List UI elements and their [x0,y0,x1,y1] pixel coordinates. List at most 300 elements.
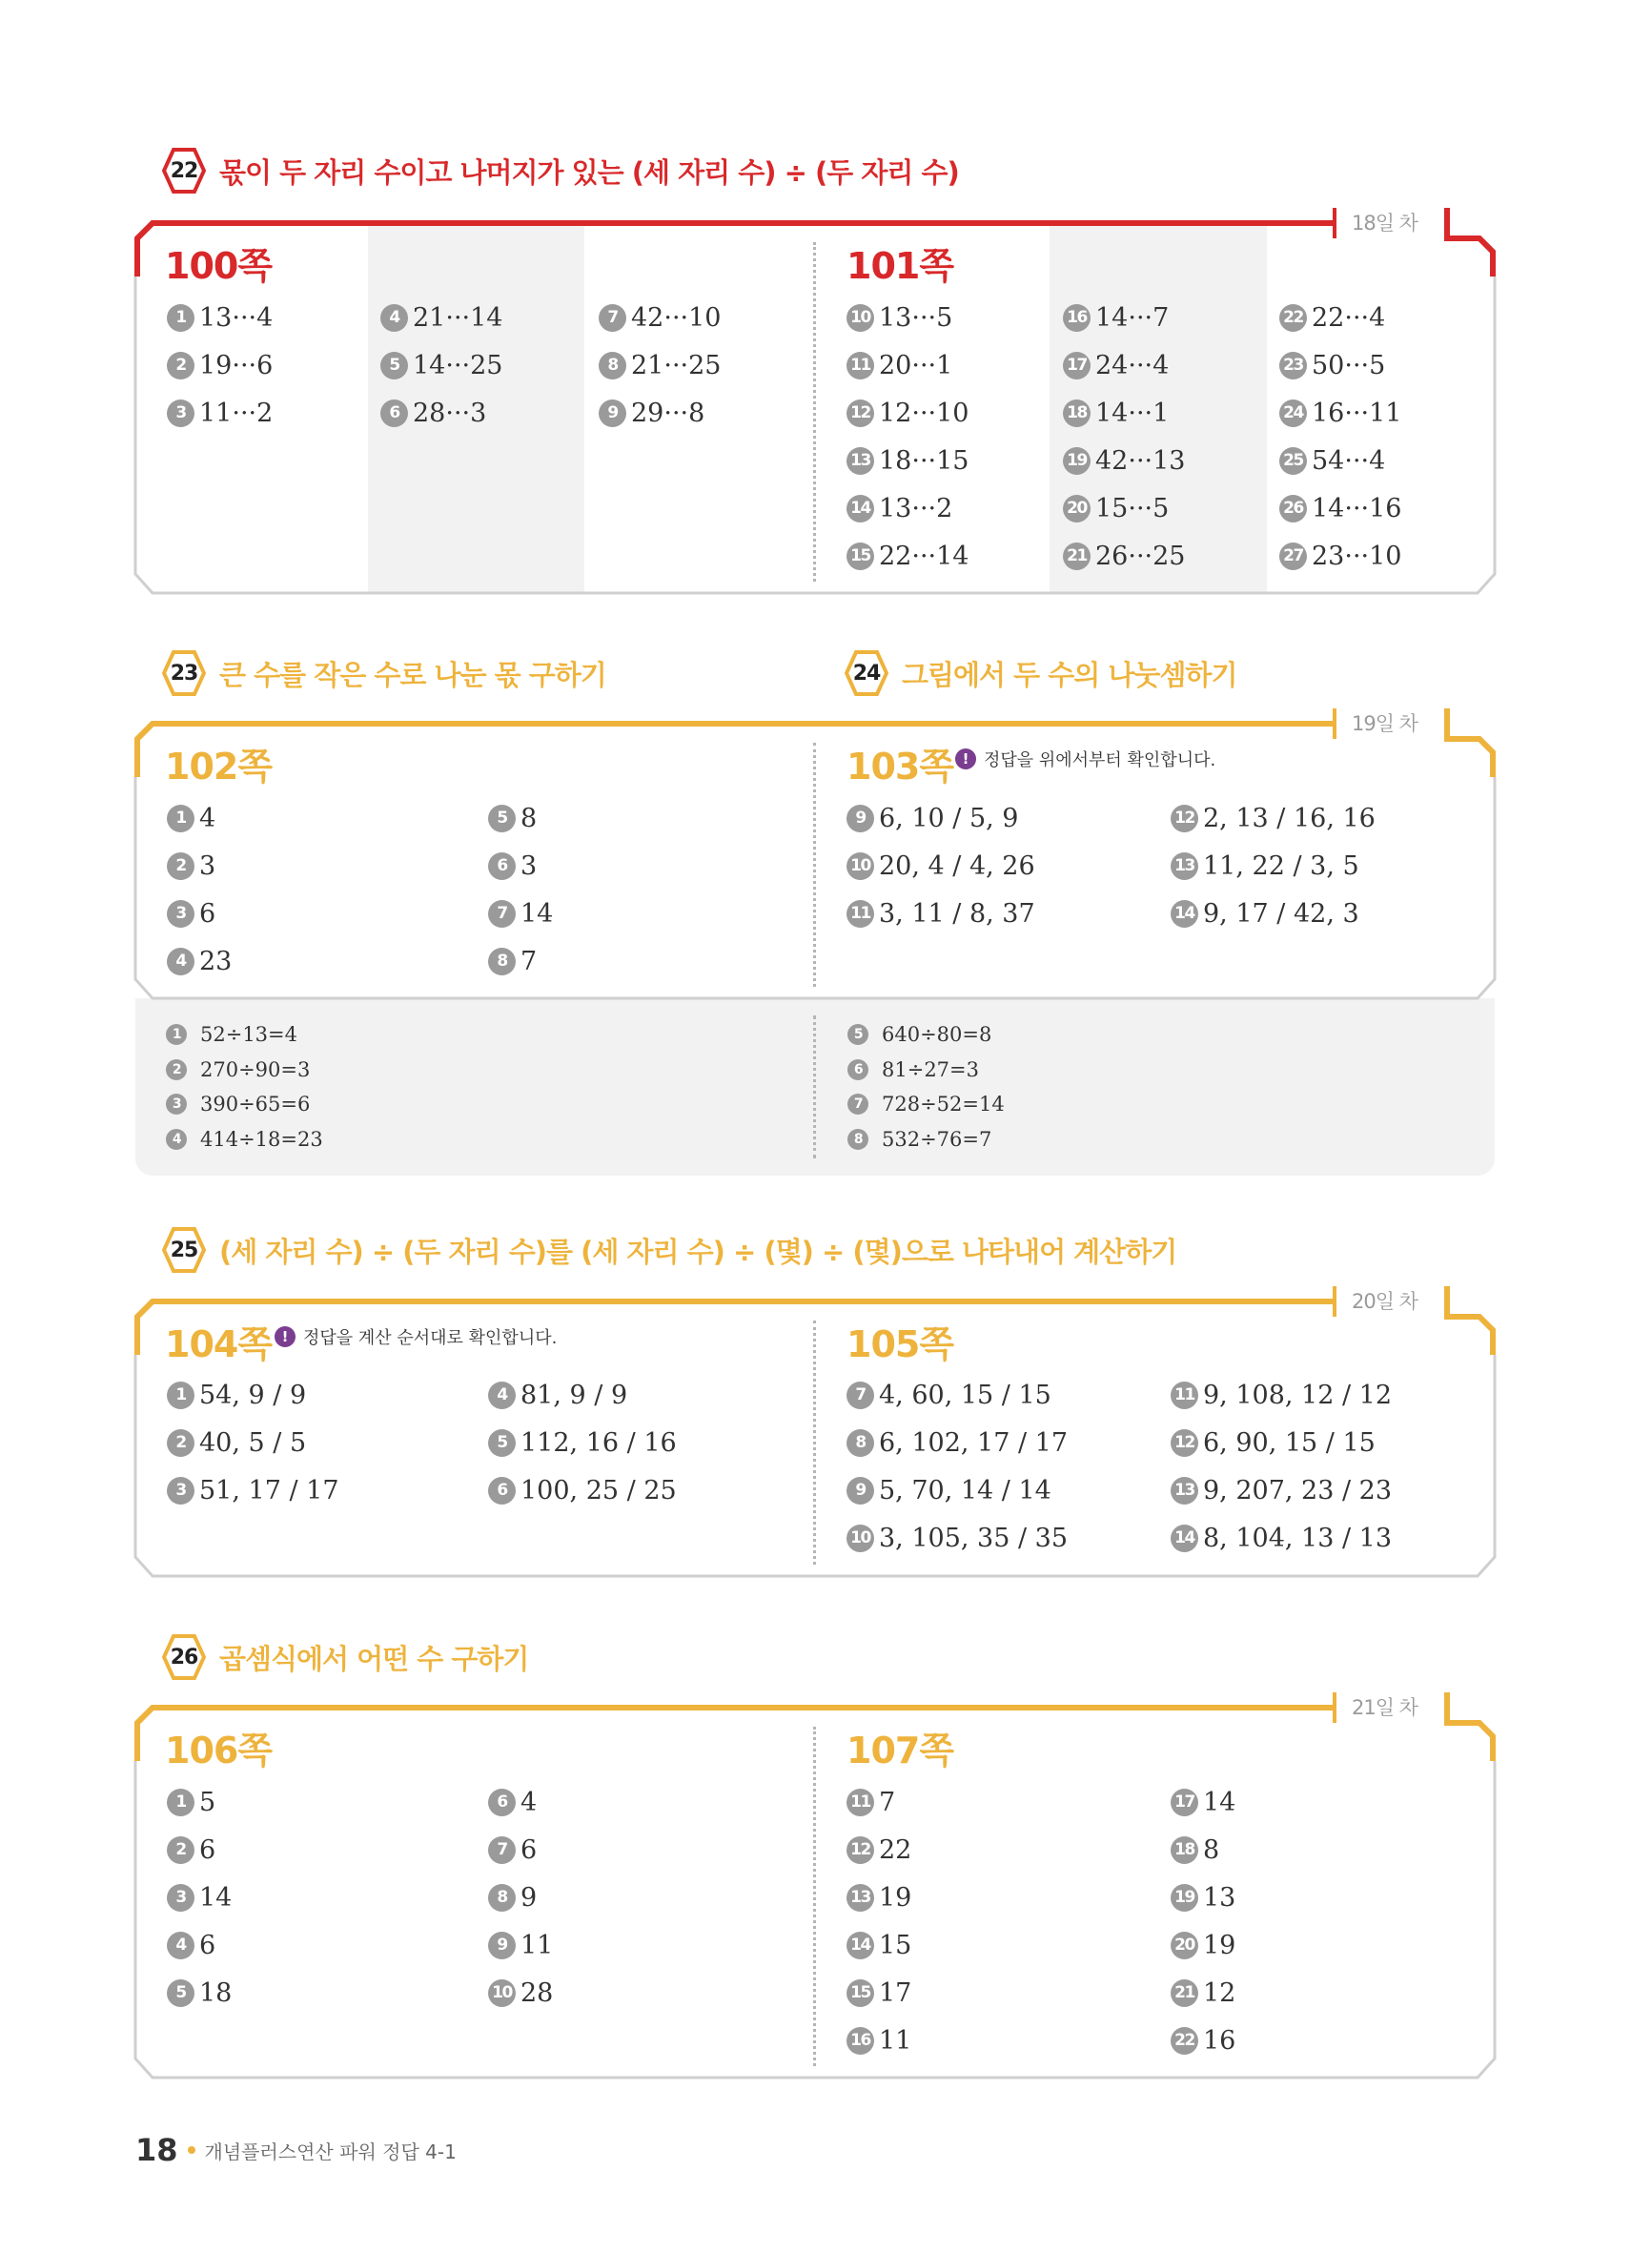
answer-text: 6, 90, 15 / 15 [1203,1427,1376,1458]
item-number-badge: 4 [380,304,408,332]
item-number-badge: 14 [846,1932,874,1959]
item-number-badge: 3 [167,1884,194,1912]
answer-item [488,1419,677,1466]
answer-text: 5 [199,1787,216,1817]
answer-text: 16 [1203,2025,1236,2056]
answer-column [846,294,969,580]
item-number-badge: 8 [846,1429,874,1457]
answer-box-23-24 [133,701,1497,1176]
section-23-title [162,648,606,698]
answer-column [846,794,1035,937]
answer-text: 28···3 [413,398,487,428]
answer-item [488,1969,553,2017]
item-number-badge: 10 [846,304,874,332]
item-number-badge: 7 [488,900,516,928]
answer-item [1171,1921,1235,1969]
equation-column [847,1017,1005,1157]
answer-item [1063,484,1185,532]
answer-text: 14···1 [1095,398,1170,428]
answer-text: 11 [879,2025,912,2056]
item-number-badge: 8 [488,1884,516,1912]
answer-item [846,890,1035,937]
item-number-badge: 7 [488,1836,516,1864]
answer-text: 9 [520,1882,538,1913]
answer-text: 6, 102, 17 / 17 [879,1427,1069,1458]
page-label-106: 106쪽 [165,1730,273,1772]
answer-item [846,2017,911,2064]
answer-item [846,1371,1068,1419]
answer-text: 19 [1203,1930,1236,1960]
equation-text: 81÷27=3 [882,1057,979,1081]
answer-text: 4 [520,1787,538,1817]
answer-item [846,1778,911,1826]
item-number-badge: 12 [1171,805,1198,832]
item-number-badge: 1 [167,304,194,332]
answer-text: 16···11 [1312,398,1402,428]
answer-item [846,842,1035,890]
answer-item [488,842,553,890]
item-number-badge: 2 [167,852,194,880]
answer-item [846,1874,911,1921]
answer-item [1171,1874,1235,1921]
answer-item [380,389,502,437]
item-number-badge: 14 [846,495,874,522]
equation-item [847,1053,1005,1088]
answer-item [599,389,721,437]
answer-item [167,389,273,437]
answer-text: 8 [1203,1834,1220,1865]
answer-item [1279,484,1401,532]
answer-text: 6 [199,1930,216,1960]
answer-text: 50···5 [1312,350,1386,380]
equation-text: 532÷76=7 [882,1127,992,1151]
answer-box-26 [133,1685,1497,2085]
answer-column [1171,1778,1235,2064]
answer-text: 7 [879,1787,896,1817]
item-number-badge: 22 [1171,2027,1198,2055]
section-26-title [162,1632,528,1682]
item-number-badge: 18 [1063,399,1091,427]
answer-item [846,1969,911,2017]
item-number-badge: 1 [166,1024,187,1045]
answer-text: 14 [520,898,554,929]
item-number-badge: 13 [1171,852,1198,880]
answer-text: 13···4 [199,302,274,333]
answer-item [1171,1419,1392,1466]
item-number-badge: 13 [846,1884,874,1912]
answer-order-note [275,1324,557,1349]
answer-item [488,937,553,985]
page-footer [135,2132,457,2168]
item-number-badge: 16 [846,2027,874,2055]
answer-text: 11, 22 / 3, 5 [1203,850,1359,881]
answer-item [1279,389,1401,437]
item-number-badge: 7 [847,1094,868,1115]
answer-text: 15 [879,1930,912,1960]
page-label-101: 101쪽 [846,245,954,287]
item-number-badge: 4 [488,1382,516,1409]
answer-item [167,1778,232,1826]
page-divider [813,1727,816,2066]
answer-item [167,842,232,890]
equation-item [166,1053,323,1088]
answer-text: 54···4 [1312,445,1386,476]
equation-item [847,1122,1005,1157]
answer-text: 12 [1203,1977,1236,2008]
footer-dot [188,2146,195,2154]
answer-text: 19 [879,1882,912,1913]
answer-text: 13 [1203,1882,1236,1913]
answer-text: 9, 17 / 42, 3 [1203,898,1359,929]
answer-text: 14 [199,1882,233,1913]
answer-box-22 [133,200,1497,601]
answer-text: 22···4 [1312,302,1386,333]
page-number: 18 [135,2132,178,2168]
answer-text: 51, 17 / 17 [199,1475,339,1505]
answer-text: 13···5 [879,302,953,333]
answer-text: 26···25 [1095,541,1186,571]
item-number-badge: 5 [167,1979,194,2007]
book-title: 개념플러스연산 파워 정답 4-1 [204,2140,457,2163]
item-number-badge: 4 [167,1932,194,1959]
answer-text: 4, 60, 15 / 15 [879,1380,1051,1410]
answer-column [167,794,232,985]
answer-item [488,1466,677,1514]
page-divider [813,1321,816,1565]
answer-text: 18 [199,1977,233,2008]
answer-item [1063,437,1185,484]
day-label: 19일 차 [1346,708,1423,737]
answer-item [167,1466,339,1514]
page-divider [813,743,816,987]
answer-item [167,1826,232,1874]
answer-text: 42···10 [631,302,722,333]
answer-text: 6 [199,898,216,929]
answer-column [1279,294,1401,580]
item-number-badge: 22 [1279,304,1307,332]
answer-item [1171,1514,1392,1562]
answer-item [1171,794,1376,842]
note-text: 정답을 계산 순서대로 확인합니다. [303,1328,558,1348]
equation-text: 390÷65=6 [200,1093,311,1116]
item-number-badge: 4 [167,948,194,975]
answer-item [167,937,232,985]
answer-text: 17 [879,1977,912,2008]
answer-text: 13···2 [879,493,953,523]
answer-item [846,437,969,484]
item-number-badge: 15 [846,543,874,570]
answer-item [167,890,232,937]
answer-item [599,341,721,389]
answer-column [167,1371,339,1514]
answer-text: 2, 13 / 16, 16 [1203,803,1376,833]
item-number-badge: 12 [1171,1429,1198,1457]
item-number-badge: 9 [846,805,874,832]
section-22-title [162,146,959,195]
answer-item [1279,532,1401,580]
item-number-badge: 6 [488,1789,516,1816]
answer-item [1063,294,1185,341]
answer-item [846,1826,911,1874]
item-number-badge: 5 [488,1429,516,1457]
answer-item [488,1371,677,1419]
item-number-badge: 4 [166,1129,187,1150]
answer-item [846,389,969,437]
answer-item [167,294,273,341]
answer-item [1171,890,1376,937]
answer-item [846,1419,1068,1466]
answer-text: 29···8 [631,398,705,428]
answer-text: 14···7 [1095,302,1170,333]
equation-text: 728÷52=14 [882,1093,1005,1116]
answer-column [599,294,721,437]
answer-text: 7 [520,946,538,976]
page-label-102: 102쪽 [165,746,273,788]
item-number-badge: 6 [380,399,408,427]
answer-item [846,532,969,580]
answer-column [167,1778,232,2017]
answer-item [380,341,502,389]
answer-text: 11 [520,1930,554,1960]
item-number-badge: 2 [167,1429,194,1457]
answer-item [1279,341,1401,389]
item-number-badge: 11 [846,1789,874,1816]
item-number-badge: 9 [846,1477,874,1505]
item-number-badge: 20 [1171,1932,1198,1959]
item-number-badge: 7 [846,1382,874,1409]
item-number-badge: 13 [1171,1477,1198,1505]
page-label-104: 104쪽 [165,1323,273,1365]
item-number-badge: 11 [846,900,874,928]
equation-text: 270÷90=3 [200,1057,311,1081]
item-number-badge: 11 [846,352,874,379]
item-number-badge: 10 [846,852,874,880]
answer-column [846,1371,1068,1562]
answer-item [488,794,553,842]
item-number-badge: 5 [488,805,516,832]
item-number-badge: 19 [1171,1884,1198,1912]
answer-item [1063,389,1185,437]
answer-text: 40, 5 / 5 [199,1427,307,1458]
section-number-badge: 26 [162,1634,206,1680]
equation-item [166,1087,323,1122]
equation-item [166,1017,323,1053]
equation-text: 52÷13=4 [200,1023,297,1047]
item-number-badge: 1 [167,1789,194,1816]
answer-text: 21···25 [631,350,722,380]
answer-text: 20···1 [879,350,953,380]
item-number-badge: 6 [488,852,516,880]
answer-item [167,794,232,842]
answer-item [846,1514,1068,1562]
answer-text: 6, 10 / 5, 9 [879,803,1019,833]
section-number-badge: 23 [162,650,206,696]
answer-item [1279,437,1401,484]
item-number-badge: 16 [1063,304,1091,332]
item-number-badge: 12 [846,1836,874,1864]
answer-text: 14 [1203,1787,1236,1817]
section-title-text: 곱셈식에서 어떤 수 구하기 [219,1642,529,1675]
equation-item [847,1087,1005,1122]
section-title-text: 몫이 두 자리 수이고 나머지가 있는 (세 자리 수) ÷ (두 자리 수) [219,155,959,189]
answer-text: 21···14 [413,302,503,333]
item-number-badge: 1 [167,805,194,832]
answer-item [380,294,502,341]
item-number-badge: 17 [1171,1789,1198,1816]
day-label: 18일 차 [1346,208,1423,236]
section-number-badge: 22 [162,148,206,194]
section-title-text: 큰 수를 작은 수로 나눈 몫 구하기 [219,658,606,691]
answer-text: 3, 11 / 8, 37 [879,898,1035,929]
answer-item [488,890,553,937]
answer-text: 12···10 [879,398,969,428]
answer-item [167,1921,232,1969]
item-number-badge: 15 [846,1979,874,2007]
section-title-text: 그림에서 두 수의 나눗셈하기 [902,658,1237,691]
item-number-badge: 7 [599,304,626,332]
answer-item [1279,294,1401,341]
note-text: 정답을 위에서부터 확인합니다. [984,750,1216,770]
answer-text: 6 [199,1834,216,1865]
item-number-badge: 25 [1279,447,1307,475]
answer-text: 14···16 [1312,493,1402,523]
item-number-badge: 20 [1063,495,1091,522]
item-number-badge: 1 [167,1382,194,1409]
equation-text: 640÷80=8 [882,1023,992,1047]
answer-text: 23···10 [1312,541,1402,571]
exclamation-icon: ! [275,1326,296,1347]
item-number-badge: 19 [1063,447,1091,475]
equation-item [847,1017,1005,1053]
answer-text: 6 [520,1834,538,1865]
answer-item [1171,1826,1235,1874]
answer-item [846,341,969,389]
item-number-badge: 5 [380,352,408,379]
answer-item [846,484,969,532]
section-number-badge: 24 [845,650,888,696]
item-number-badge: 6 [488,1477,516,1505]
answer-text: 28 [520,1977,554,2008]
answer-text: 8 [520,803,538,833]
item-number-badge: 10 [846,1525,874,1552]
item-number-badge: 3 [166,1094,187,1115]
page-label-105: 105쪽 [846,1323,954,1365]
item-number-badge: 5 [847,1024,868,1045]
section-24-title [845,648,1236,698]
answer-text: 11···2 [199,398,274,428]
answer-item [167,1371,339,1419]
page-divider [813,1015,816,1158]
item-number-badge: 26 [1279,495,1307,522]
item-number-badge: 3 [167,900,194,928]
answer-order-note [955,747,1215,771]
page-label-107: 107쪽 [846,1730,954,1772]
section-25-title [162,1225,1176,1275]
answer-text: 23 [199,946,233,976]
answer-text: 81, 9 / 9 [520,1380,628,1410]
answer-text: 3 [520,850,538,881]
answer-item [846,794,1035,842]
answer-item [846,1921,911,1969]
answer-column [1063,294,1185,580]
answer-text: 8, 104, 13 / 13 [1203,1523,1393,1553]
answer-text: 18···15 [879,445,969,476]
answer-column [167,294,273,437]
item-number-badge: 11 [1171,1382,1198,1409]
answer-column [488,1778,553,2017]
item-number-badge: 24 [1279,399,1307,427]
item-number-badge: 3 [167,399,194,427]
answer-text: 54, 9 / 9 [199,1380,307,1410]
item-number-badge: 13 [846,447,874,475]
answer-box-25 [133,1279,1497,1584]
answer-column [1171,1371,1392,1562]
answer-item [167,341,273,389]
item-number-badge: 2 [167,1836,194,1864]
equation-item [166,1122,323,1157]
answer-text: 4 [199,803,216,833]
item-number-badge: 23 [1279,352,1307,379]
item-number-badge: 27 [1279,543,1307,570]
answer-item [1171,1371,1392,1419]
day-label: 21일 차 [1346,1692,1423,1721]
item-number-badge: 17 [1063,352,1091,379]
answer-item [488,1874,553,1921]
page-divider [813,242,816,582]
answer-item [1171,2017,1235,2064]
answer-column [380,294,502,437]
item-number-badge: 14 [1171,900,1198,928]
answer-item [1171,1466,1392,1514]
answer-item [1063,532,1185,580]
answer-item [488,1921,553,1969]
item-number-badge: 8 [488,948,516,975]
answer-text: 9, 207, 23 / 23 [1203,1475,1393,1505]
answer-text: 20, 4 / 4, 26 [879,850,1035,881]
answer-item [1171,1969,1235,2017]
section-title-text: (세 자리 수) ÷ (두 자리 수)를 (세 자리 수) ÷ (몇) ÷ (몇)으로 나타내어 계산하기 [219,1235,1177,1268]
item-number-badge: 14 [1171,1525,1198,1552]
item-number-badge: 9 [599,399,626,427]
item-number-badge: 8 [599,352,626,379]
item-number-badge: 21 [1063,543,1091,570]
section-number-badge: 25 [162,1227,206,1273]
answer-column [488,794,553,985]
item-number-badge: 18 [1171,1836,1198,1864]
item-number-badge: 12 [846,399,874,427]
answer-text: 3 [199,850,216,881]
answer-item [1171,842,1376,890]
answer-text: 100, 25 / 25 [520,1475,677,1505]
answer-item [1063,341,1185,389]
item-number-badge: 3 [167,1477,194,1505]
equation-text: 414÷18=23 [200,1127,323,1151]
answer-text: 22···14 [879,541,969,571]
answer-text: 15···5 [1095,493,1170,523]
answer-column [846,1778,911,2064]
answer-item [167,1419,339,1466]
answer-item [1171,1778,1235,1826]
answer-item [599,294,721,341]
item-number-badge: 9 [488,1932,516,1959]
equation-column [166,1017,323,1157]
item-number-badge: 6 [847,1059,868,1080]
item-number-badge: 2 [167,352,194,379]
answer-item [846,1466,1068,1514]
item-number-badge: 10 [488,1979,516,2007]
answer-item [488,1778,553,1826]
page-label-100: 100쪽 [165,245,273,287]
